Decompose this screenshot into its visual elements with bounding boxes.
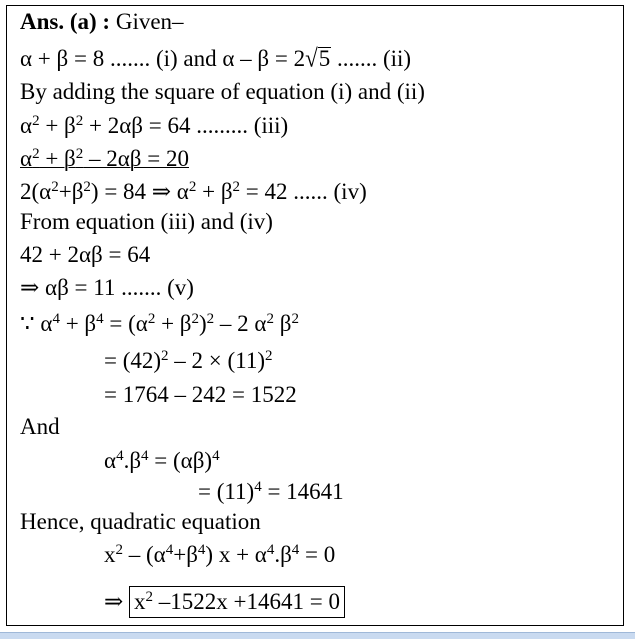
exponent: 2 [161, 348, 169, 364]
equation-line-16 [104, 541, 335, 569]
eq-part: = (αβ) [148, 448, 213, 473]
eq-part: = (α [103, 311, 148, 336]
eq-part: + 2αβ = 64 ......... (iii) [83, 113, 289, 138]
exponent: 4 [266, 542, 275, 558]
exponent: 2 [115, 542, 123, 558]
exponent: 4 [165, 542, 174, 558]
eq-part: α [20, 113, 33, 138]
exponent: 2 [75, 113, 84, 129]
eq-part: – 2 α [214, 311, 267, 336]
equation-line-3 [20, 112, 288, 140]
equation-line-10 [104, 347, 272, 375]
exponent: 4 [212, 448, 220, 464]
exponent: 4 [141, 448, 149, 464]
exponent: 2 [232, 179, 241, 195]
eq-part: = (42) [104, 348, 162, 373]
eq-part: .β [123, 448, 142, 473]
final-answer-line [104, 586, 345, 618]
eq-part: x [104, 542, 116, 567]
eq-text: α + β = 8 ....... (i) and α – β = 2 [20, 46, 306, 71]
exponent: 4 [291, 542, 300, 558]
exponent: 4 [52, 311, 60, 327]
exponent: 4 [116, 448, 124, 464]
eq-part: = 0 [299, 542, 336, 567]
eq-part: – 2 × (11) [168, 348, 265, 373]
exponent: 2 [145, 589, 154, 605]
equation-line-1 [20, 45, 411, 73]
equation-line-5 [20, 178, 367, 206]
eq-part: 2(α [20, 179, 52, 204]
eq-part: + β [39, 146, 76, 171]
eq-part: β [273, 311, 292, 336]
equation-line-9 [20, 310, 299, 338]
eq-part: α [20, 146, 33, 171]
implies-arrow-icon: ⇒ [104, 589, 124, 614]
equation-line-underlined [20, 145, 189, 173]
eq-part: = (11) [198, 479, 255, 504]
exponent: 2 [147, 311, 156, 327]
square-root [305, 45, 331, 73]
eq-part: ) = 84 ⇒ α [90, 179, 189, 204]
equation-line-14 [198, 478, 344, 506]
exponent: 4 [254, 479, 262, 495]
given-text: Given– [110, 9, 184, 34]
exponent: 2 [75, 146, 84, 162]
eq-part: = 42 ...... (iv) [240, 179, 367, 204]
text-line: ⇒ αβ = 11 ....... (v) [20, 275, 194, 300]
eq-part: x [134, 589, 146, 614]
eq-text: ....... (ii) [331, 46, 412, 71]
answer-label: Ans. (a) : [20, 9, 111, 34]
text-line: 42 + 2αβ = 64 [20, 242, 151, 267]
eq-part: + β [39, 113, 76, 138]
eq-part: + β [155, 311, 192, 336]
eq-part: .β [274, 542, 292, 567]
window-bottom-strip [0, 632, 635, 639]
eq-part: ) x + α [205, 542, 267, 567]
exponent: 2 [83, 179, 91, 195]
exponent: 2 [206, 311, 215, 327]
text-line: = 1764 – 242 = 1522 [104, 382, 297, 407]
eq-part: +β [58, 179, 84, 204]
exponent: 2 [32, 113, 40, 129]
eq-part: ) [199, 311, 207, 336]
eq-part: +β [173, 542, 198, 567]
eq-part: ∵ α [20, 311, 53, 336]
eq-part: α [104, 448, 117, 473]
answer-heading [20, 8, 184, 36]
text-line: From equation (iii) and (iv) [20, 209, 273, 234]
text-line: Hence, quadratic equation [20, 509, 261, 534]
exponent: 2 [188, 179, 197, 195]
radicand: 5 [318, 46, 331, 71]
exponent: 4 [96, 311, 104, 327]
exponent: 2 [191, 311, 199, 327]
equation-line-13 [104, 447, 220, 475]
eq-part: – (α [123, 542, 166, 567]
eq-part: + β [196, 179, 233, 204]
exponent: 2 [51, 179, 59, 195]
text-line: And [20, 414, 60, 439]
eq-part: + β [59, 311, 97, 336]
exponent: 2 [291, 311, 299, 327]
eq-part: –1522x +14641 = 0 [153, 589, 340, 614]
eq-part: = 14641 [261, 479, 344, 504]
exponent: 4 [197, 542, 206, 558]
text-line: By adding the square of equation (i) and (ii) [20, 79, 425, 104]
exponent: 2 [266, 311, 274, 327]
eq-part: – 2αβ = 20 [83, 146, 189, 171]
exponent: 2 [264, 348, 273, 364]
radical-sign-icon: √ [305, 44, 318, 73]
final-answer-box [129, 586, 345, 618]
exponent: 2 [32, 146, 40, 162]
